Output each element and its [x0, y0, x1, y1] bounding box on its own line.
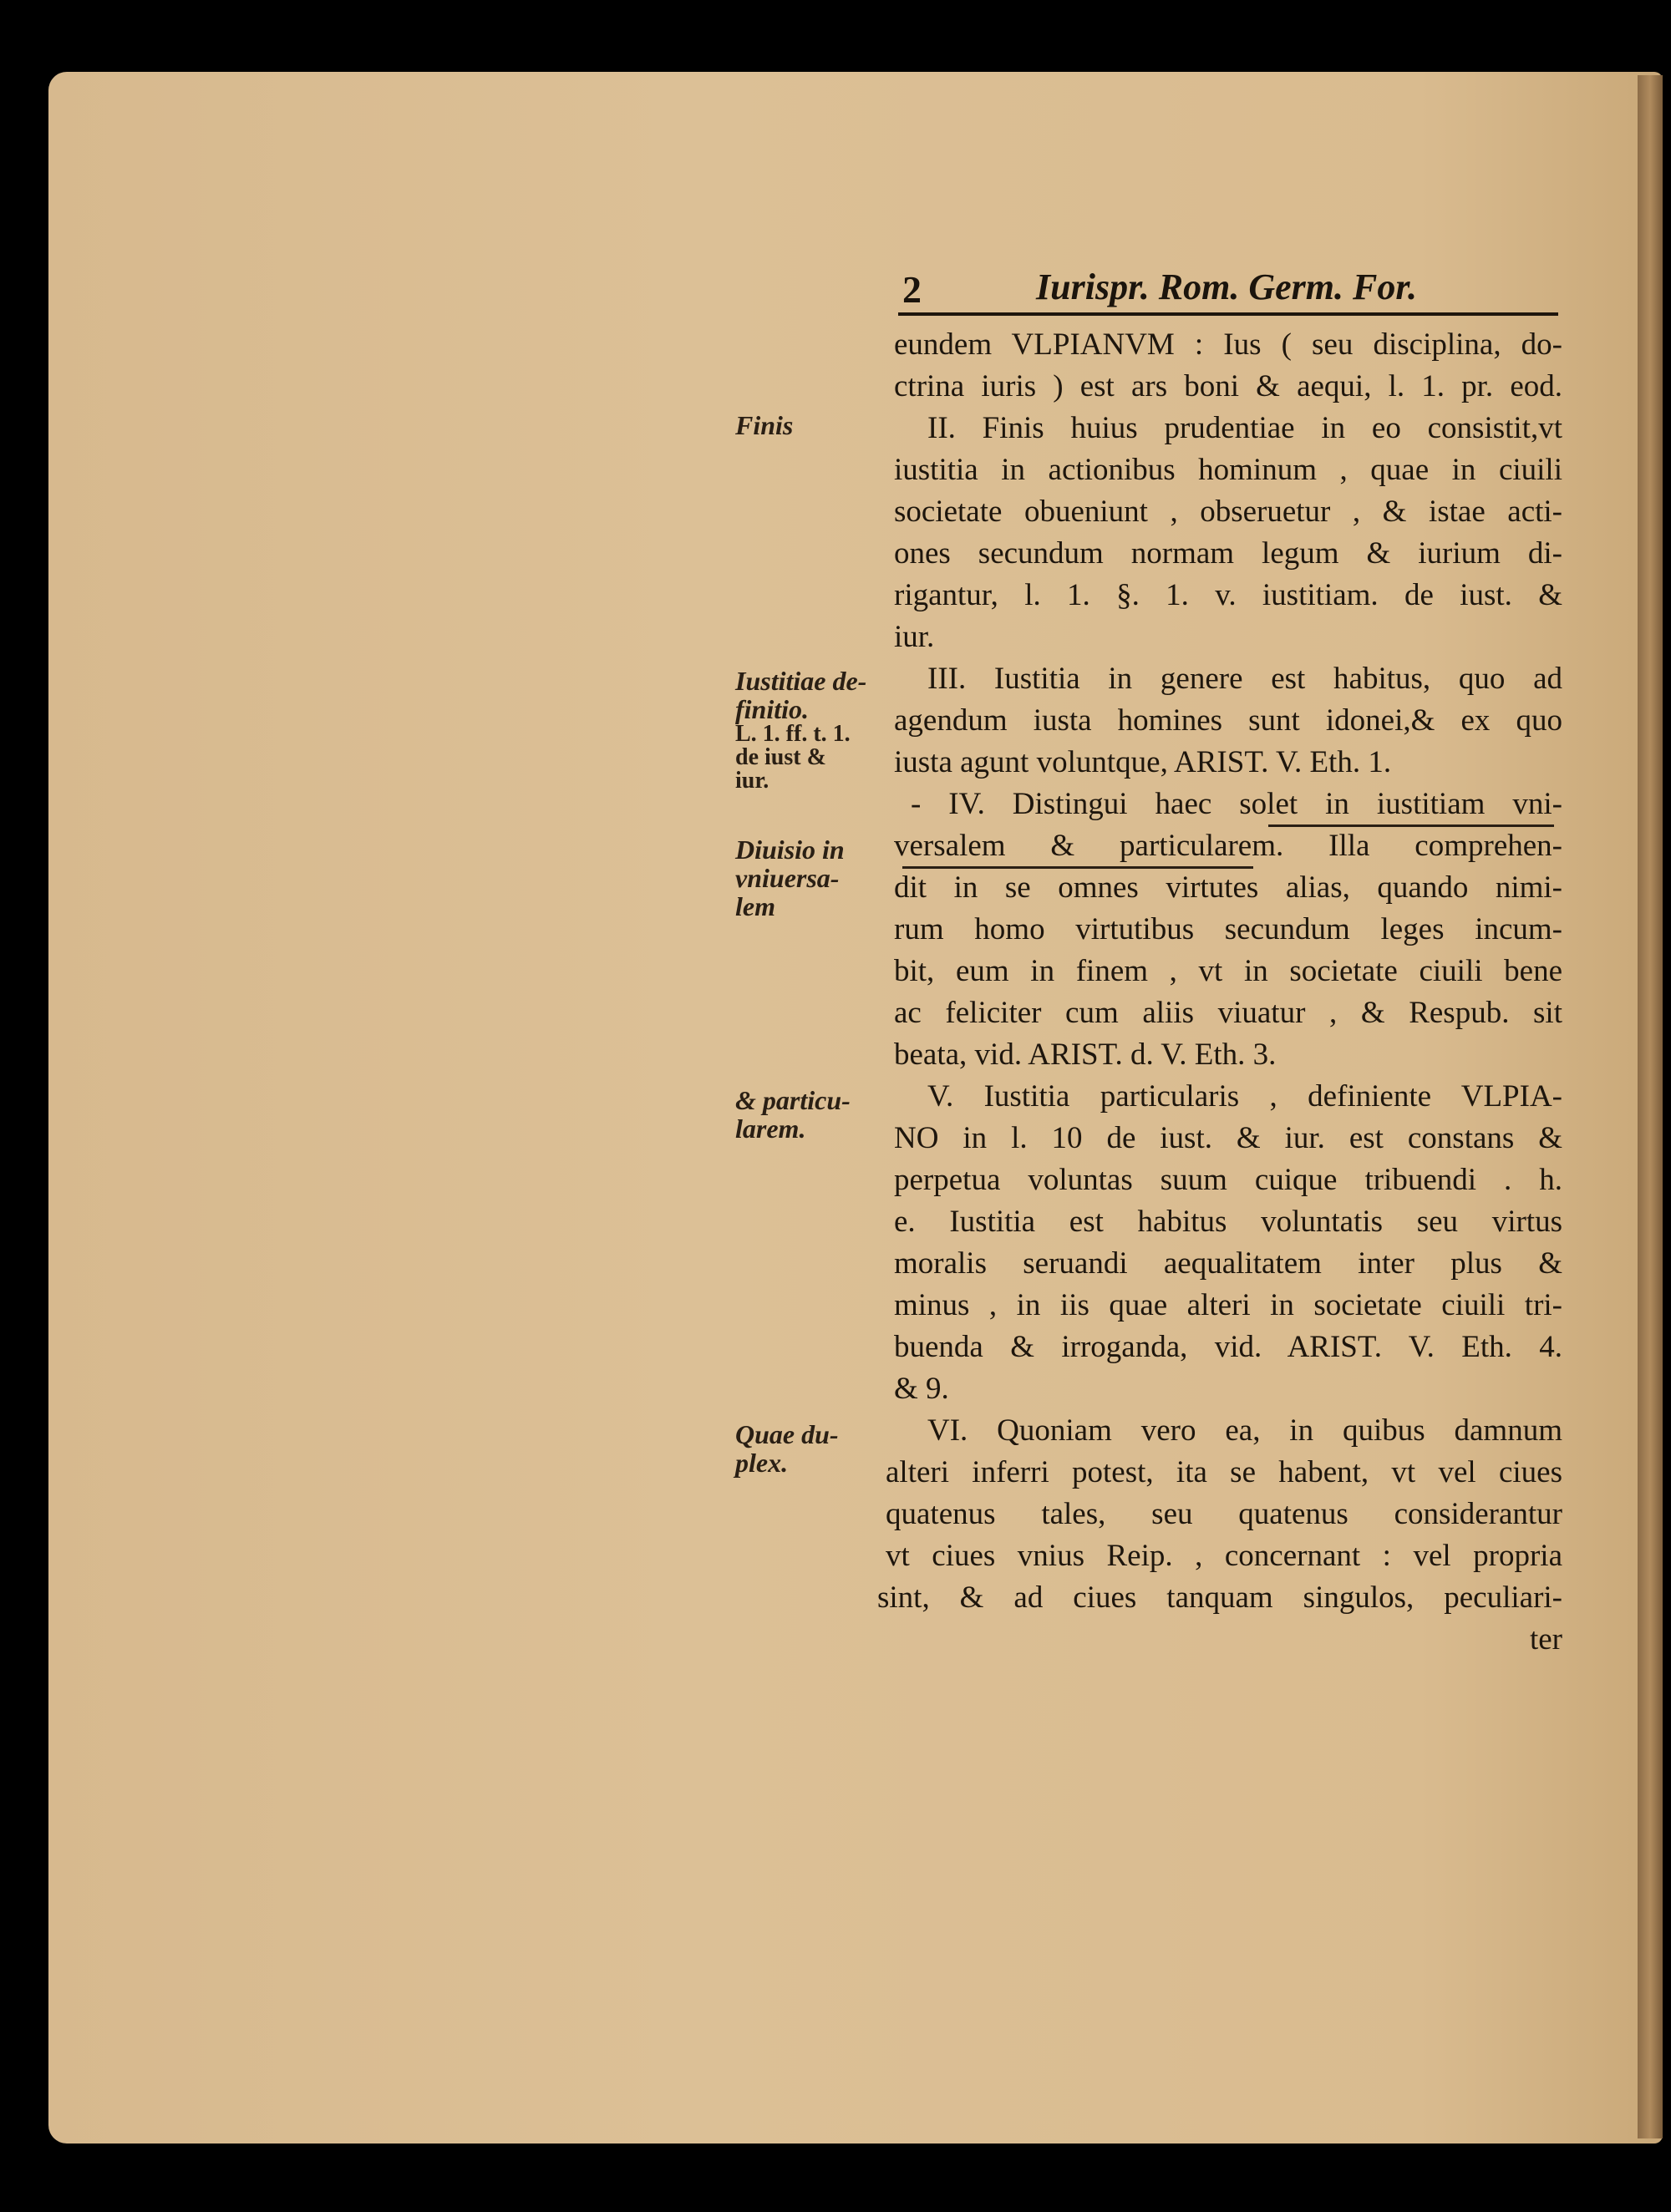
text-line: eundem VLPIANVM : Ius ( seu disciplina, do- — [894, 327, 1562, 362]
catchword: ter — [1529, 1622, 1562, 1656]
text-line: dit in se omnes virtutes alias, quando nimi- — [894, 870, 1562, 905]
text-line: agendum iusta homines sunt idonei,& ex quo — [894, 703, 1562, 738]
text-line: vt ciues vnius Reip. , concernant : vel propria — [886, 1539, 1562, 1573]
page-number: 2 — [902, 268, 922, 311]
text-line: sint, & ad ciues tanquam singulos, peculiari- — [877, 1580, 1562, 1615]
header-rule — [898, 312, 1558, 316]
text-line: minus , in iis quae alteri in societate ciuili tri- — [894, 1288, 1562, 1322]
text-line: iustitia in actionibus hominum , quae in ciuili — [894, 453, 1562, 487]
text-line: rum homo virtutibus secundum leges incum- — [894, 912, 1562, 946]
text-line: e. Iustitia est habitus voluntatis seu virtus — [894, 1205, 1562, 1239]
text-line: iur. — [894, 620, 935, 654]
text-line: iusta agunt voluntque, ARIST. V. Eth. 1. — [894, 745, 1392, 779]
text-line: II. Finis huius prudentiae in eo consistit,vt — [927, 411, 1562, 445]
text-line: NO in l. 10 de iust. & iur. est constans & — [894, 1121, 1562, 1155]
margin-note: Quae du- plex. — [735, 1419, 839, 1478]
text-line: III. Iustitia in genere est habitus, quo ad — [927, 662, 1562, 696]
margin-note: Diuisio in vniuersa- lem — [735, 835, 845, 921]
underline-mark — [1268, 824, 1554, 827]
text-line: alteri inferri potest, ita se habent, vt vel ciues — [886, 1455, 1562, 1489]
text-line: ctrina iuris ) est ars boni & aequi, l. 1. pr. eod. — [894, 369, 1562, 403]
underline-mark — [902, 866, 1253, 869]
page-edge — [1638, 75, 1663, 2138]
text-line: rigantur, l. 1. §. 1. v. iustitiam. de iust. & — [894, 578, 1562, 612]
text-line: quatenus tales, seu quatenus considerantur — [886, 1497, 1562, 1531]
text-line: & 9. — [894, 1372, 949, 1406]
text-line: versalem & particularem. Illa comprehen- — [894, 829, 1562, 863]
page-header — [894, 266, 1562, 316]
text-line: beata, vid. ARIST. d. V. Eth. 3. — [894, 1038, 1277, 1072]
text-line: VI. Quoniam vero ea, in quibus damnum — [927, 1413, 1562, 1448]
running-title: Iurispr. Rom. Germ. For. — [1036, 266, 1418, 307]
margin-note: & particu- larem. — [735, 1085, 851, 1144]
text-line: societate obueniunt , obseruetur , & istae acti- — [894, 495, 1562, 529]
text-line: V. Iustitia particularis , definiente VLPIA- — [927, 1079, 1562, 1114]
text-line: buenda & irroganda, vid. ARIST. V. Eth. 4. — [894, 1330, 1562, 1364]
text-line: moralis seruandi aequalitatem inter plus & — [894, 1246, 1562, 1281]
text-line: - IV. Distingui haec solet in iustitiam vni- — [911, 787, 1562, 821]
margin-note: L. 1. ff. t. 1. de iust & iur. — [735, 721, 851, 794]
text-line: ones secundum normam legum & iurium di- — [894, 536, 1562, 571]
margin-note: Iustitiae de- finitio. — [735, 666, 867, 724]
text-line: perpetua voluntas suum cuique tribuendi . h. — [894, 1163, 1562, 1197]
margin-note: Finis — [735, 410, 794, 440]
text-line: ac feliciter cum aliis viuatur , & Respub. sit — [894, 996, 1562, 1030]
text-line: bit, eum in finem , vt in societate ciuili bene — [894, 954, 1562, 988]
